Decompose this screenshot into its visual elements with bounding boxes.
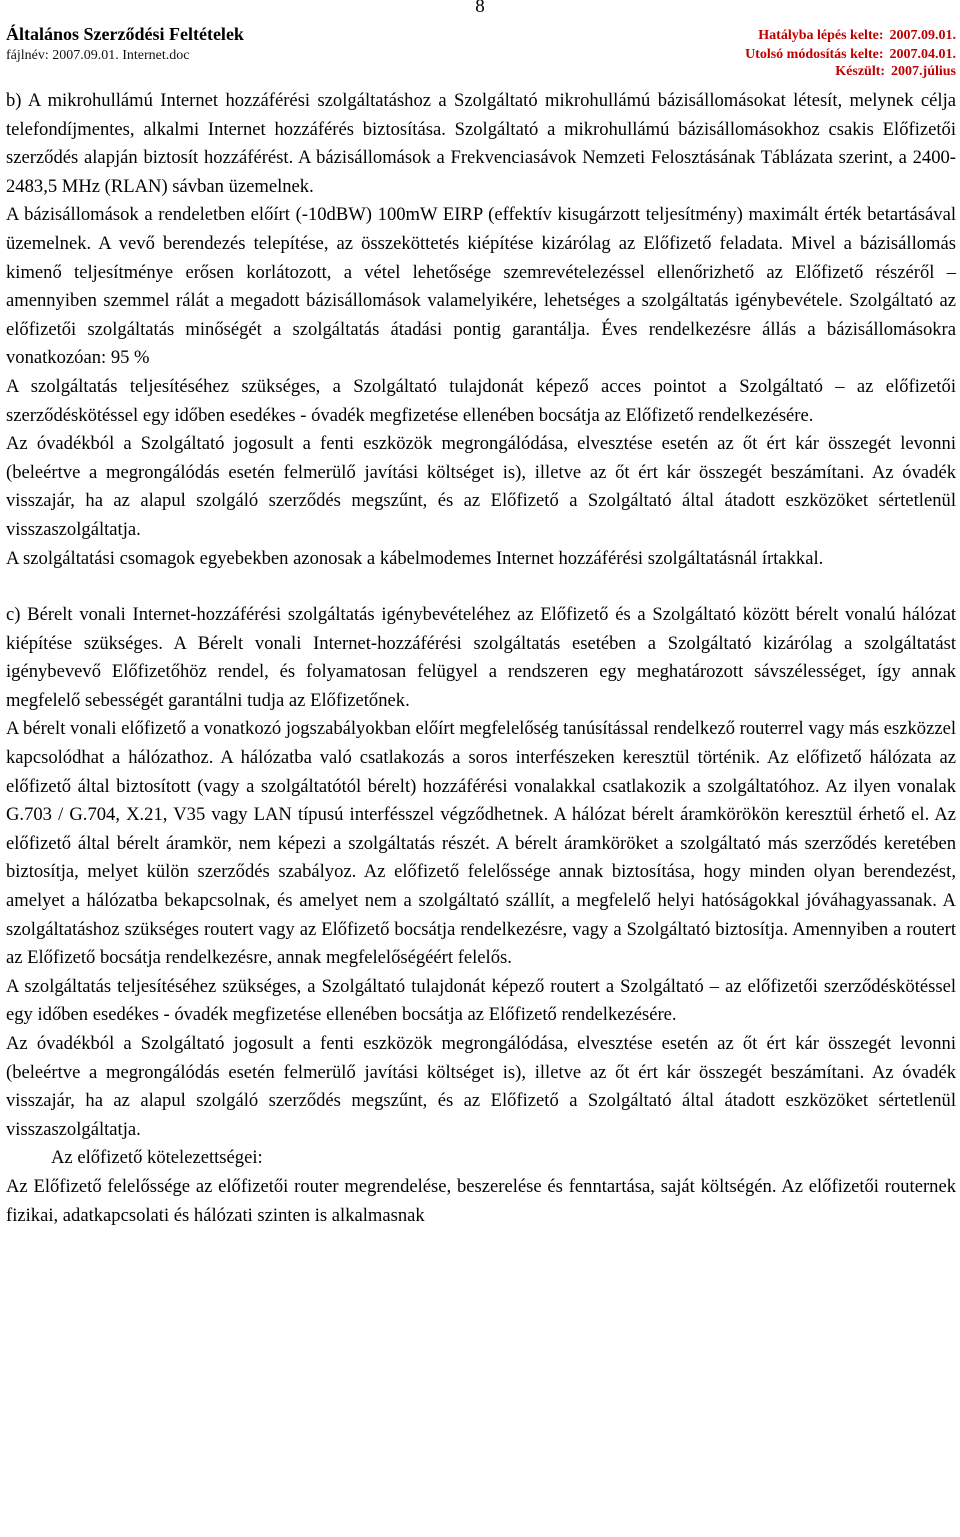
created-value: 2007.július xyxy=(891,64,956,79)
modified-date-label: Utolsó módosítás kelte: xyxy=(745,47,884,62)
paragraph-router-requirements: A bérelt vonali előfizető a vonatkozó jogszabályokban előírt megfelelőség tanúsítással rendelkező routerrel vagy más eszközzel kapcsolódhat a hálózathoz. A hálózatba való csatlakozás a soros interfészeken keresztül történik. Az előfizető hálózata az előfizető által biztosított (vagy a szolgáltatótól bérelt) hozzáférési vonalakkal csatlakozik a szolgáltatóhoz. Az ilyen vonalak G.703 / G.704, X.21, V35 vagy LAN típusú interfésszel végződhetnek. A hálózat bérelt áramkörökön keresztül érhető el. Az előfizető által bérelt áramkör, nem képezi a szolgáltatás részét. A bérelt áramköröket a szolgáltató más szerződés keretében biztosítja, melyet külön szerződés szabályoz. Az előfizető felelőssége annak biztosítása, hogy minden olyan berendezést, amelyet a hálózatba bekapcsolnak, és amelyet nem a szolgáltató szállít, a megfelelő helyi hatóságokkal jóváhagyassanak. A szolgáltatáshoz szükséges routert vagy az Előfizető bocsátja rendelkezésre, vagy a Szolgáltató biztosítja. Amennyiben a routert az Előfizető bocsátja rendelkezésre, annak megfelelőségéért felelős. xyxy=(6,718,956,969)
paragraph-eirp: A bázisállomások a rendeletben előírt (-10dBW) 100mW EIRP (effektív kisugárzott teljesítmény) maximált érték betartásával üzemelnek. A vevő berendezés telepítése, az összeköttetés kiépítése kizárólag az Előfizető feladata. Mivel a bázisállomás kimenő teljesítménye erősen korlátozott, a vétel lehetősége szemrevételezéssel ellenőrizhető az Előfizető részéről – amennyiben szemmel rálát a megadott bázisállomások valamelyikére, lehetséges a szolgáltatás igénybevétele. Szolgáltató az előfizetői szolgáltatás minőségét a szolgáltatás átadási pontig garantálja. Éves rendelkezésre állás a bázisállomásokra vonatkozóan: 95 % xyxy=(6,204,956,369)
paragraph-b-intro: b) A mikrohullámú Internet hozzáférési szolgáltatáshoz a Szolgáltató mikrohullámú bázisállomásokat létesít, melynek célja telefondíjmentes, alkalmi Internet hozzáférés biztosítása. Szolgáltató a mikrohullámú bázisállomásokhoz csakis Előfizetői szerződés alapján biztosít hozzáférést. A bázisállomások a Frekvenciasávok Nemzeti Felosztásának Táblázata szerint, a 2400-2483,5 MHz (RLAN) sávban üzemelnek. xyxy=(6,90,956,197)
paragraph-gap xyxy=(6,573,956,601)
subheading-obligations: Az előfizető kötelezettségei: xyxy=(51,1147,263,1169)
document-body xyxy=(6,87,956,1230)
paragraph-obligations: Az Előfizető felelőssége az előfizetői router megrendelése, beszerelése és fenntartása, saját költségén. Az előfizetői routernek fizikai, adatkapcsolati és hálózati szinten is alkalmasnak xyxy=(6,1175,956,1226)
created-date-row xyxy=(835,64,956,80)
modified-date-value: 2007.04.01. xyxy=(889,47,956,62)
created-label: Készült: xyxy=(835,64,886,79)
effective-date-label: Hatályba lépés kelte: xyxy=(758,28,884,43)
paragraph-deposit: Az óvadékból a Szolgáltató jogosult a fenti eszközök megrongálódása, elvesztése esetén az őt ért kár összegét levonni (beleértve a megrongálódás esetén felmerülő javítási költséget is), illetve az őt ért kár összegét beszámítani. Az óvadék visszajár, ha az alapul szolgáló szerződés megszűnt, és az Előfizető a Szolgáltató által átadott eszközöket sértetlenül visszaszolgáltatja. xyxy=(6,433,956,540)
paragraph-access-point: A szolgáltatás teljesítéséhez szükséges, a Szolgáltató tulajdonát képező acces pointot a Szolgáltató – az előfizetői szerződéskötéssel egy időben esedékes - óvadék megfizetése ellenében bocsátja az Előfizető rendelkezésére. xyxy=(6,375,956,426)
page-number: 8 xyxy=(475,0,485,17)
document-filename: fájlnév: 2007.09.01. Internet.doc xyxy=(6,48,190,63)
modified-date-row xyxy=(745,47,956,63)
document-title: Általános Szerződési Feltételek xyxy=(6,24,244,44)
effective-date-value: 2007.09.01. xyxy=(889,28,956,43)
paragraph-packages: A szolgáltatási csomagok egyebekben azonosak a kábelmodemes Internet hozzáférési szolgáltatásnál írtakkal. xyxy=(6,547,824,569)
effective-date-row xyxy=(758,28,956,44)
paragraph-deposit-2: Az óvadékból a Szolgáltató jogosult a fenti eszközök megrongálódása, elvesztése esetén az őt ért kár összegét levonni (beleértve a megrongálódás esetén felmerülő javítási költséget is), illetve az őt ért kár összegét beszámítani. Az óvadék visszajár, ha az alapul szolgáló szerződés megszűnt, és az Előfizető a Szolgáltató által átadott eszközöket sértetlenül visszaszolgáltatja. xyxy=(6,1033,956,1140)
paragraph-router-deposit: A szolgáltatás teljesítéséhez szükséges, a Szolgáltató tulajdonát képező routert a Szolgáltató – az előfizetői szerződéskötéssel egy időben esedékes - óvadék megfizetése ellenében bocsátja az Előfizető rendelkezésére. xyxy=(6,975,956,1026)
paragraph-c-leased-line: c) Bérelt vonali Internet-hozzáférési szolgáltatás igénybevételéhez az Előfizető és a Szolgáltató között bérelt vonalú hálózat kiépítése szükséges. A Bérelt vonali Internet-hozzáférési szolgáltatás esetében a Szolgáltató kizárólag a szolgáltatást igénybevevő Előfizetőhöz rendel, és folyamatosan felügyel a rendszeren egy meghatározott sávszélességet, így annak megfelelő sebességét garantálni tudja az Előfizetőnek. xyxy=(6,604,956,711)
